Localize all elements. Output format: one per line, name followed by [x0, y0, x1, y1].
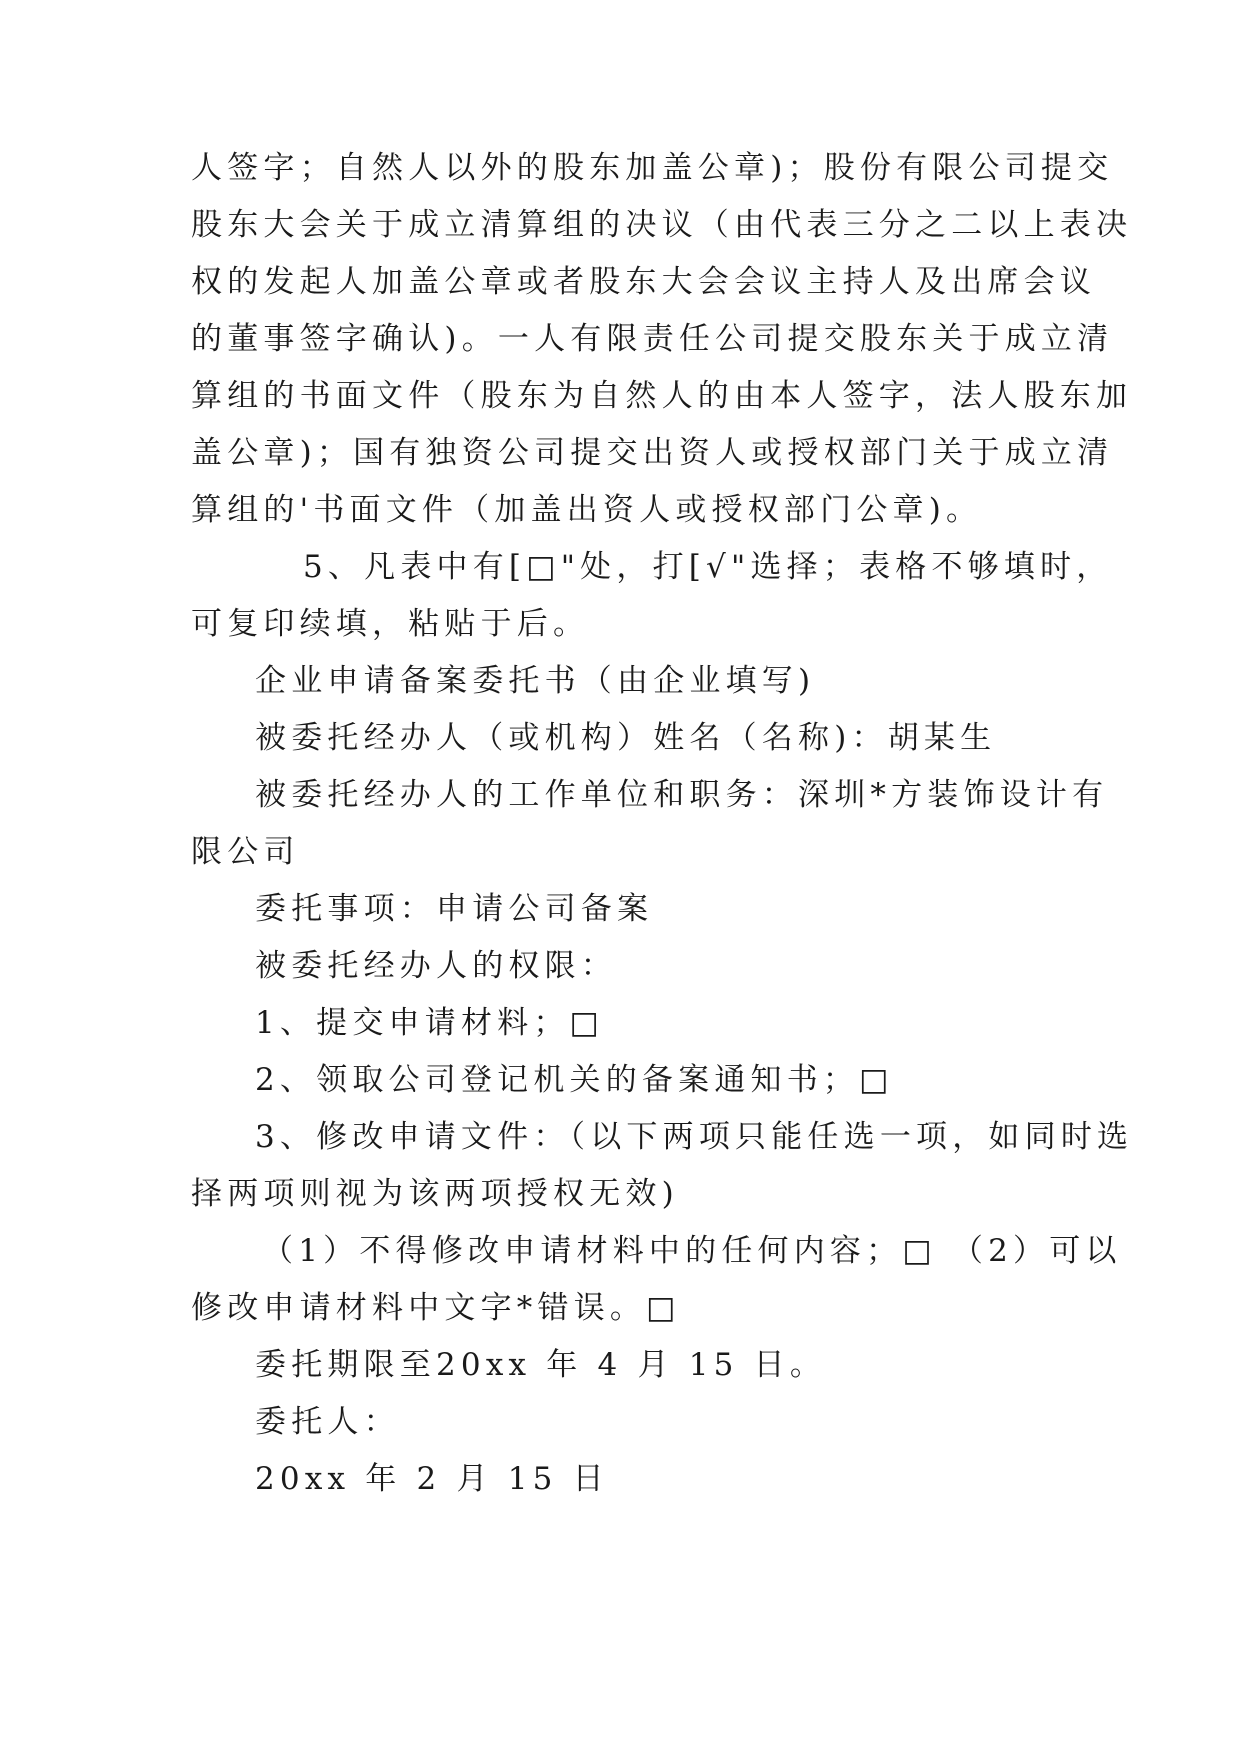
text-line: 择两项则视为该两项授权无效)	[191, 1176, 679, 1212]
text-line: 被委托经办人的权限：	[255, 948, 617, 984]
text-line: 企业申请备案委托书（由企业填写)	[255, 663, 816, 699]
text-line: 委托人：	[255, 1404, 400, 1440]
text-line: 的董事签字确认)。一人有限责任公司提交股东关于成立清	[191, 321, 1114, 357]
text-line: 股东大会关于成立清算组的决议（由代表三分之二以上表决	[191, 207, 1133, 243]
text-line: 算组的'书面文件（加盖出资人或授权部门公章)。	[191, 492, 983, 528]
text-line: 权的发起人加盖公章或者股东大会会议主持人及出席会议	[191, 264, 1096, 300]
text-line: 限公司	[191, 834, 300, 870]
text-line: 算组的书面文件（股东为自然人的由本人签字，法人股东加	[191, 378, 1133, 414]
text-line: 2、领取公司登记机关的备案通知书；□	[255, 1062, 894, 1098]
text-line: 委托期限至20xx 年 4 月 15 日。	[255, 1347, 827, 1383]
text-line: 20xx 年 2 月 15 日	[255, 1461, 609, 1497]
text-line: 委托事项：申请公司备案	[255, 891, 654, 927]
text-line: 修改申请材料中文字*错误。□	[191, 1290, 681, 1326]
text-line: 5、凡表中有[□"处，打[√"选择；表格不够填时，	[303, 549, 1113, 585]
text-line: 可复印续填，粘贴于后。	[191, 606, 590, 642]
text-line: 被委托经办人（或机构）姓名（名称)：胡某生	[255, 720, 997, 756]
text-line: 人签字；自然人以外的股东加盖公章)；股份有限公司提交	[191, 150, 1114, 186]
text-line: （1）不得修改申请材料中的任何内容；□ （2）可以	[262, 1233, 1122, 1269]
text-line: 盖公章)；国有独资公司提交出资人或授权部门关于成立清	[191, 435, 1114, 471]
text-line: 3、修改申请文件：（以下两项只能任选一项，如同时选	[255, 1119, 1134, 1155]
text-line: 1、提交申请材料；□	[255, 1005, 605, 1041]
text-line: 被委托经办人的工作单位和职务：深圳*方装饰设计有	[255, 777, 1109, 813]
